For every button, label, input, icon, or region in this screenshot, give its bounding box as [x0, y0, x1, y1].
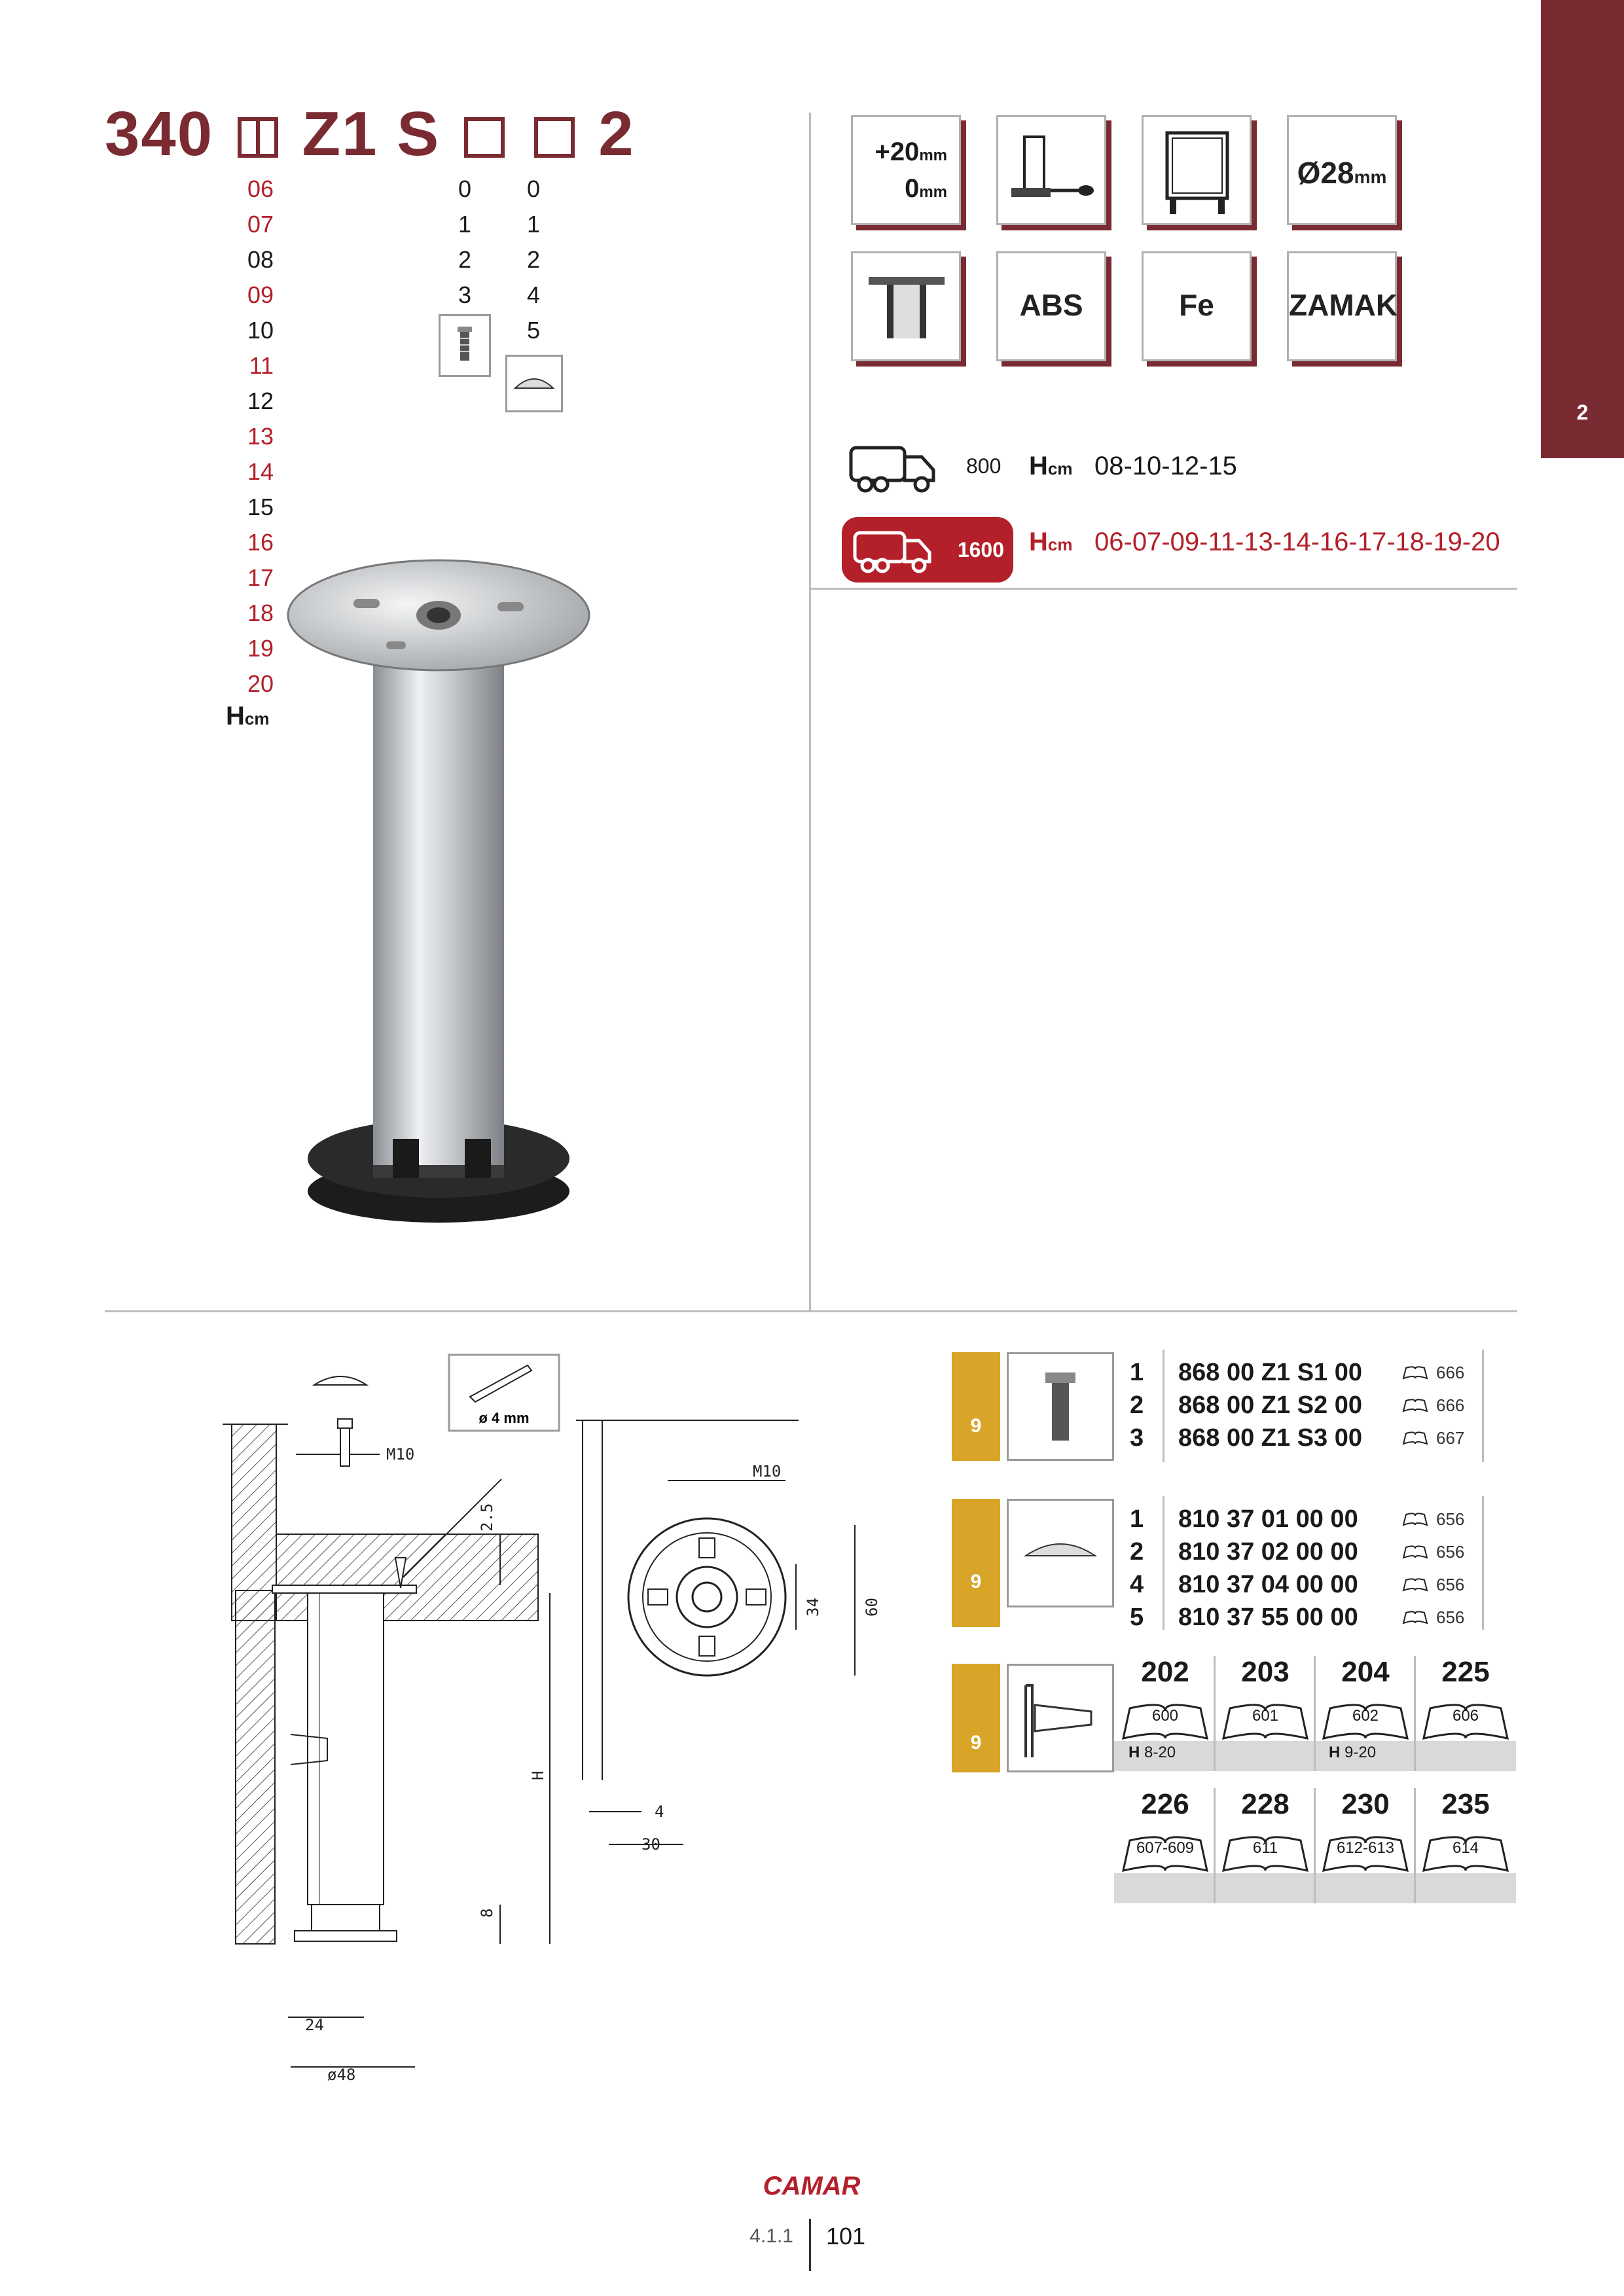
accessory-index: 3 — [1130, 1424, 1144, 1452]
book-icon — [1402, 1431, 1428, 1445]
accessory-code[interactable]: 868 00 Z1 S3 00 — [1178, 1424, 1362, 1452]
book-icon — [1402, 1398, 1428, 1412]
dim-m10-left: M10 — [386, 1445, 415, 1463]
height-option: 16 — [247, 529, 274, 556]
height-option: 11 — [249, 352, 274, 379]
option-column-2 — [520, 171, 547, 348]
reference-cell[interactable] — [1115, 1656, 1215, 1774]
reference-number: 204 — [1341, 1656, 1390, 1688]
clip-accessory-thumbnail — [1007, 1664, 1114, 1772]
dim-2-5: 2.5 — [478, 1503, 496, 1532]
accessory-index: 1 — [1130, 1359, 1144, 1386]
height-unit-label: Hcm — [226, 702, 270, 730]
option-value: 1 — [458, 211, 472, 238]
page-ref-number: 666 — [1436, 1395, 1465, 1415]
height-option: 13 — [247, 423, 274, 450]
column-divider — [1214, 1788, 1216, 1903]
book-icon — [1402, 1545, 1428, 1559]
horizontal-divider — [810, 588, 1517, 590]
shipping-heights-large: 06-07-09-11-13-14-16-17-18-19-20 — [1094, 528, 1500, 556]
product-code-title — [105, 98, 635, 170]
height-option: 06 — [247, 175, 274, 202]
height-option: 09 — [247, 281, 274, 308]
screw-icon — [441, 316, 489, 375]
book-icon — [1402, 1610, 1428, 1624]
height-range: H 9-20 — [1329, 1744, 1377, 1761]
cap-icon — [507, 357, 561, 410]
height-option: 19 — [247, 635, 274, 662]
screw-icon — [1009, 1354, 1112, 1459]
shipping-qty-small: 800 — [966, 454, 1001, 478]
column-divider — [1414, 1788, 1416, 1903]
screw-size-label: ø 4 mm — [478, 1410, 530, 1426]
diameter-icon: Ø28mm — [1287, 115, 1397, 225]
dim-m10-right: M10 — [753, 1462, 782, 1480]
shipping-heights-small: 08-10-12-15 — [1094, 452, 1237, 480]
page-ref-number: 666 — [1436, 1363, 1465, 1382]
reference-number: 225 — [1441, 1656, 1490, 1688]
accessory-code[interactable]: 868 00 Z1 S1 00 — [1178, 1359, 1362, 1386]
shipping-unit: Hcm — [1029, 528, 1073, 556]
page-ref-number: 612-613 — [1336, 1839, 1395, 1857]
material-abs-badge: ABS — [996, 251, 1106, 361]
category-badge: 9 — [952, 1352, 1000, 1461]
column-divider — [1314, 1656, 1316, 1771]
tube-section-icon — [851, 251, 961, 361]
height-option: 08 — [247, 246, 274, 273]
accessory-code[interactable]: 868 00 Z1 S2 00 — [1178, 1391, 1362, 1419]
option-value: 0 — [526, 175, 541, 202]
height-option: 20 — [247, 670, 274, 697]
product-leg-image — [275, 550, 615, 1250]
accessory-code[interactable]: 810 37 01 00 00 — [1178, 1505, 1358, 1533]
screw-option-thumbnail — [439, 314, 491, 377]
dim-60: 60 — [863, 1598, 881, 1617]
book-icon — [1402, 1512, 1428, 1526]
material-zamak-badge: ZAMAK — [1287, 251, 1397, 361]
technical-drawing — [209, 1342, 943, 2101]
column-divider — [1163, 1350, 1164, 1462]
height-list — [234, 171, 274, 702]
dim-h: H — [529, 1770, 547, 1780]
reference-number: 202 — [1141, 1656, 1189, 1688]
accessory-index: 2 — [1130, 1391, 1144, 1419]
accessory-page-ref[interactable] — [1402, 1422, 1464, 1454]
accessory-index: 2 — [1130, 1538, 1144, 1566]
page-ref-number: 656 — [1436, 1542, 1465, 1562]
truck-icon — [842, 517, 940, 583]
screw-accessory-thumbnail — [1007, 1352, 1114, 1461]
dim-4: 4 — [655, 1803, 664, 1821]
option-value: 2 — [458, 246, 472, 273]
accessory-index: 4 — [1130, 1571, 1144, 1598]
section-number: 4.1.1 — [749, 2225, 793, 2247]
page-ref-number: 656 — [1436, 1509, 1465, 1529]
page-ref-number: 611 — [1252, 1839, 1278, 1857]
truck-icon — [848, 442, 937, 495]
reference-cell[interactable] — [1416, 1656, 1515, 1774]
height-range: H 8-20 — [1128, 1744, 1176, 1761]
page-ref-number: 607-609 — [1136, 1839, 1195, 1857]
category-badge: 9 — [952, 1664, 1000, 1772]
option-value: 4 — [526, 281, 541, 308]
page-ref-number: 667 — [1436, 1428, 1465, 1448]
page-ref-number: 656 — [1436, 1575, 1465, 1594]
reference-cell[interactable] — [1416, 1788, 1515, 1906]
title-middle: Z1 S — [302, 99, 441, 169]
option-column-1 — [452, 171, 478, 313]
horizontal-divider — [105, 1310, 1517, 1312]
shipping-unit: Hcm — [1029, 452, 1073, 480]
column-divider — [1214, 1656, 1216, 1771]
cap-icon — [1009, 1501, 1112, 1605]
placeholder-box-icon — [534, 117, 575, 158]
height-option: 18 — [247, 600, 274, 626]
dim-24: 24 — [305, 2016, 324, 2034]
title-suffix: 2 — [598, 99, 635, 169]
dim-30: 30 — [641, 1835, 660, 1854]
cap-accessory-thumbnail — [1007, 1499, 1114, 1607]
column-divider — [1163, 1496, 1164, 1630]
height-option: 07 — [247, 211, 274, 238]
column-divider — [1482, 1496, 1484, 1630]
column-divider — [1482, 1350, 1484, 1462]
option-value: 5 — [526, 317, 541, 344]
option-value: 0 — [458, 175, 472, 202]
column-divider — [1414, 1656, 1416, 1771]
accessory-page-ref[interactable] — [1402, 1535, 1464, 1568]
book-icon — [1402, 1365, 1428, 1380]
height-option: 10 — [247, 317, 274, 344]
section-tab[interactable] — [1541, 0, 1624, 458]
page-ref-number: 656 — [1436, 1607, 1465, 1627]
category-badge: 9 — [952, 1499, 1000, 1627]
reference-number: 203 — [1241, 1656, 1290, 1688]
accessory-page-ref[interactable] — [1402, 1601, 1464, 1634]
page-number: 101 — [826, 2223, 866, 2250]
dim-8: 8 — [478, 1908, 496, 1918]
title-prefix: 340 — [105, 99, 214, 169]
accessory-page-ref[interactable] — [1402, 1389, 1464, 1422]
reference-number: 228 — [1241, 1788, 1290, 1820]
page-ref-number: 601 — [1252, 1707, 1279, 1725]
accessory-code[interactable]: 810 37 04 00 00 — [1178, 1571, 1358, 1598]
accessory-index: 1 — [1130, 1505, 1144, 1533]
height-option: 14 — [247, 458, 274, 485]
reference-cell[interactable] — [1316, 1656, 1415, 1774]
shipping-badge-large: 1600 — [842, 517, 1013, 583]
page-ref-number: 606 — [1452, 1707, 1479, 1725]
accessory-index: 5 — [1130, 1604, 1144, 1631]
reference-number: 226 — [1141, 1788, 1189, 1820]
option-value: 3 — [458, 281, 472, 308]
height-option: 15 — [247, 493, 274, 520]
column-divider — [1314, 1788, 1316, 1903]
cap-option-thumbnail — [505, 355, 563, 412]
clip-icon — [1009, 1666, 1112, 1770]
accessory-code[interactable]: 810 37 55 00 00 — [1178, 1604, 1358, 1631]
reference-cell[interactable] — [1316, 1788, 1415, 1906]
height-option: 17 — [247, 564, 274, 591]
accessory-code[interactable]: 810 37 02 00 00 — [1178, 1538, 1358, 1566]
reference-cell[interactable] — [1115, 1788, 1215, 1906]
brand-logo: CAMAR — [763, 2172, 861, 2200]
footer-divider — [809, 2219, 811, 2271]
page-ref-number: 614 — [1452, 1839, 1479, 1857]
placeholder-box-icon — [464, 117, 505, 158]
reference-number: 230 — [1341, 1788, 1390, 1820]
dim-d48: ø48 — [327, 2066, 356, 2084]
placeholder-box-icon — [238, 117, 278, 158]
accessory-page-ref[interactable] — [1402, 1568, 1464, 1601]
dim-34: 34 — [804, 1598, 822, 1617]
accessory-page-ref[interactable] — [1402, 1356, 1464, 1389]
option-value: 1 — [526, 211, 541, 238]
height-adjust-icon: +20mm 0mm — [851, 115, 961, 225]
page-ref-number: 600 — [1151, 1707, 1179, 1725]
page-ref-number: 602 — [1352, 1707, 1379, 1725]
screwdriver-adjust-icon — [996, 115, 1106, 225]
reference-cell[interactable] — [1216, 1788, 1315, 1906]
reference-cell[interactable] — [1216, 1656, 1315, 1774]
book-icon — [1402, 1577, 1428, 1592]
material-fe-badge: Fe — [1142, 251, 1252, 361]
height-option: 12 — [247, 387, 274, 414]
section-tab-number: 2 — [1576, 401, 1589, 424]
accessory-page-ref[interactable] — [1402, 1503, 1464, 1535]
vertical-divider — [809, 113, 811, 1310]
option-value: 2 — [526, 246, 541, 273]
reference-number: 235 — [1441, 1788, 1490, 1820]
cabinet-icon — [1142, 115, 1252, 225]
